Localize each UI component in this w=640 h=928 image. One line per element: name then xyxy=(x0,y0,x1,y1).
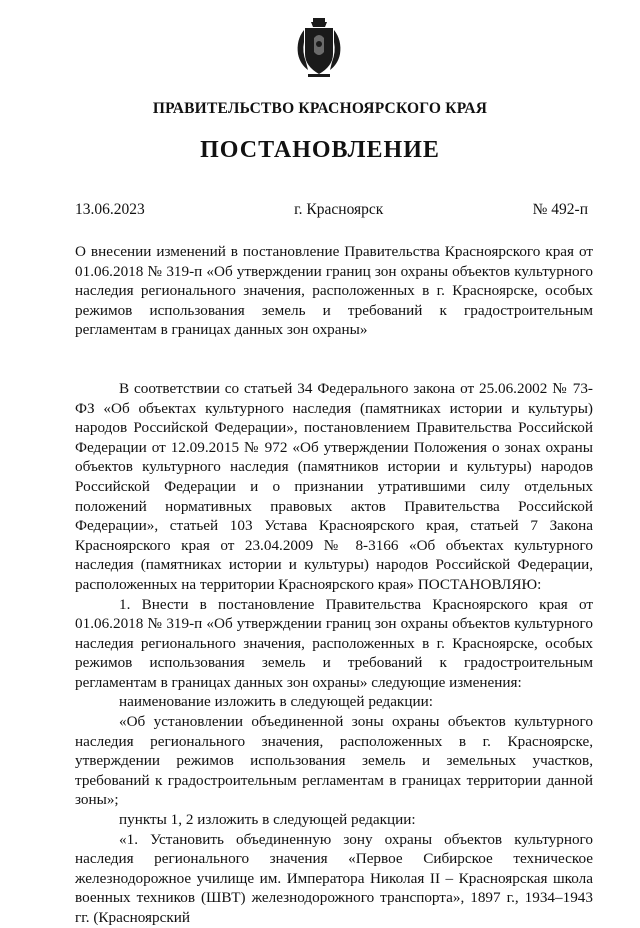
document-subject: О внесении изменений в постановление Правительства Красноярского края от 01.06.2018 № 319-п «Об утверждении границ зон охраны объектов культурного наследия регионального значения, расположенных в г. Красноярске, особых режимов использования земель и требований к градостроительным регламентам в границах данных зон охраны» xyxy=(75,243,593,339)
name-edit-paragraph: наименование изложить в следующей редакции: xyxy=(119,693,433,711)
document-date: 13.06.2023 xyxy=(75,201,145,218)
new-name-paragraph: «Об установлении объединенной зоны охраны объектов культурного наследия регионального значения, расположенных в г. Красноярске, утверждении режимов использования земель и земельных участков, требований к градостроительным регламентам в границах территории данной зоны»; xyxy=(75,713,593,809)
document-meta-row xyxy=(75,201,588,219)
point-1-paragraph: «1. Установить объединенную зону охраны объектов культурного наследия регионального значения «Первое Сибирское техническое железнодорожное училище им. Императора Николая II – Красноярская школа военных техников (ШВТ) железнодорожного транспорта», 1897 г., 1934–1943 гг. (Красноярский xyxy=(75,830,593,926)
krasnoyarsk-coat-of-arms-emblem xyxy=(294,18,344,78)
document-body xyxy=(75,242,593,928)
government-name: ПРАВИТЕЛЬСТВО КРАСНОЯРСКОГО КРАЯ xyxy=(152,100,488,117)
points-edit-paragraph: пункты 1, 2 изложить в следующей редакции: xyxy=(119,811,416,829)
document-city: г. Красноярск xyxy=(294,201,384,218)
item-1-paragraph: 1. Внести в постановление Правительства Красноярского края от 01.06.2018 № 319-п «Об утверждении границ зон охраны объектов культурного наследия регионального значения, расположенных в г. Красноярске, особых режимов использования земель и требований к градостроительным регламентам в границах данных зон охраны» следующие изменения: xyxy=(75,595,593,691)
decree-word: ПОСТАНОВЛЯЮ: xyxy=(417,575,542,593)
preamble-paragraph xyxy=(75,379,593,595)
preamble-text: В соответствии со статьей 34 Федерального закона от 25.06.2002 № 73-ФЗ «Об объектах культурного наследия (памятниках истории и культуры) народов Российской Федерации», постановлением Правительства Российской Федерации от 12.09.2015 № 972 «Об утверждении Положения о зонах охраны объектов культурного наследия (памятников истории и культуры) народов Российской Федерации и о признании утратившими силу отдельных положений нормативных правовых актов Правительства Российской Федерации», статьей 103 Устава Красноярского края, статьей 7 Закона Красноярского края от 23.04.2009 № 8-3166 «Об объектах культурного наследия (памятниках истории и культуры) народов Российской Федерации, расположенных на территории Красноярского края» xyxy=(75,379,593,593)
document-number: № 492-п xyxy=(532,201,588,218)
document-type-title: ПОСТАНОВЛЕНИЕ xyxy=(200,137,440,163)
